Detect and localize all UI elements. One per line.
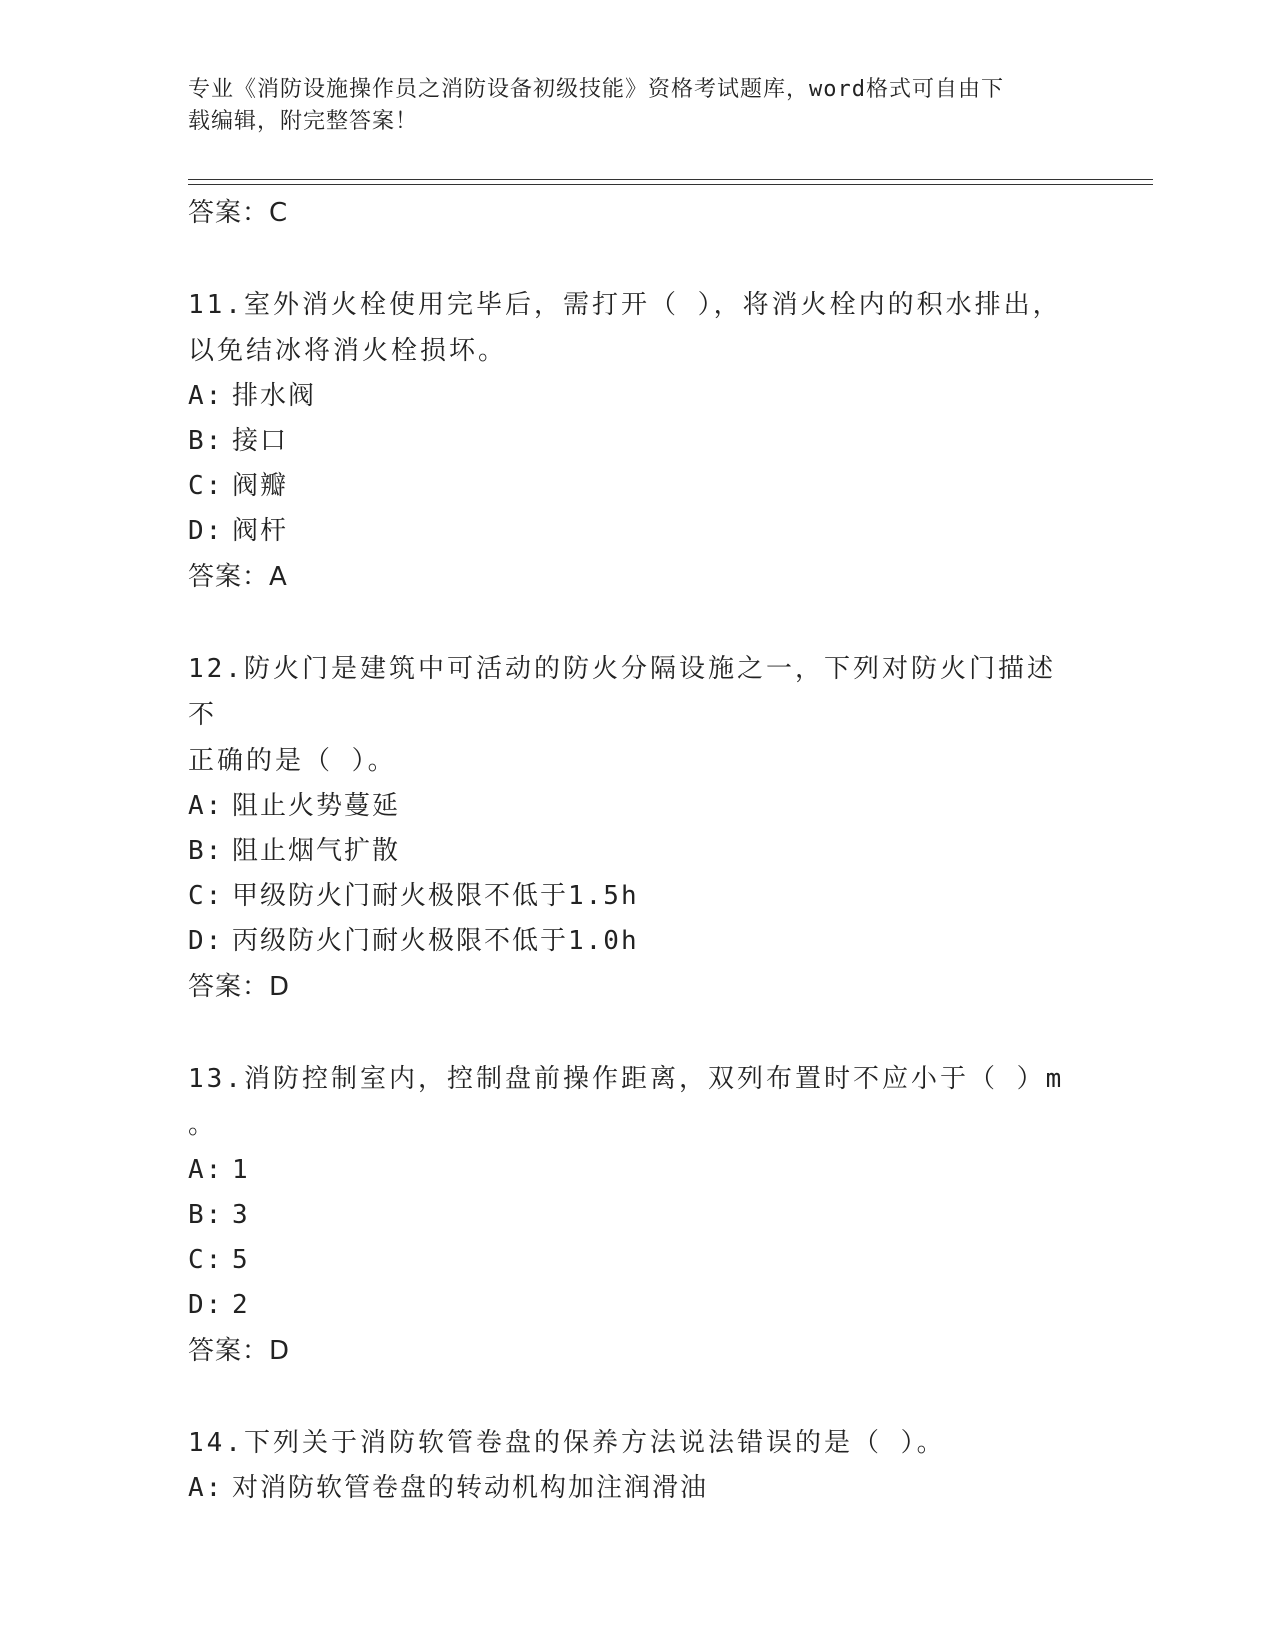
question-11 bbox=[188, 282, 1088, 600]
option-d bbox=[188, 509, 1088, 554]
question-text bbox=[188, 282, 1078, 374]
answer-line: 答案：D bbox=[188, 1336, 291, 1366]
option-key: A: bbox=[188, 791, 224, 821]
option-b bbox=[188, 1193, 1088, 1238]
question-text-line: 14.下列关于消防软管卷盘的保养方法说法错误的是（ ）。 bbox=[188, 1428, 946, 1458]
answer-line: 答案：A bbox=[188, 562, 288, 592]
header-divider-second bbox=[188, 184, 1153, 185]
option-a bbox=[188, 1466, 1088, 1511]
question-text-line: 12.防火门是建筑中可活动的防火分隔设施之一，下列对防火门描述不 bbox=[188, 654, 1056, 730]
option-key: A: bbox=[188, 1473, 224, 1503]
option-key: B: bbox=[188, 836, 224, 866]
option-text: 丙级防火门耐火极限不低于1.0h bbox=[232, 926, 639, 956]
option-c bbox=[188, 464, 1088, 509]
document-header bbox=[188, 74, 1068, 138]
question-text-line: 11.室外消火栓使用完毕后，需打开（ ），将消火栓内的积水排出， bbox=[188, 290, 1062, 320]
option-text: 阀杆 bbox=[232, 516, 289, 546]
question-text-line: 。 bbox=[188, 1110, 218, 1140]
option-key: D: bbox=[188, 1290, 224, 1320]
question-12 bbox=[188, 646, 1088, 1010]
option-key: C: bbox=[188, 1245, 224, 1275]
answer-line: 答案：C bbox=[188, 198, 289, 228]
option-text: 接口 bbox=[232, 426, 289, 456]
option-key: C: bbox=[188, 471, 224, 501]
option-a bbox=[188, 374, 1088, 419]
option-text: 3 bbox=[232, 1200, 250, 1230]
option-text: 5 bbox=[232, 1245, 250, 1275]
option-key: B: bbox=[188, 1200, 224, 1230]
option-key: A: bbox=[188, 1155, 224, 1185]
option-key: B: bbox=[188, 426, 224, 456]
option-text: 阻止烟气扩散 bbox=[232, 836, 401, 866]
question-content bbox=[188, 190, 1088, 1511]
answer-line: 答案：D bbox=[188, 972, 291, 1002]
option-text: 1 bbox=[232, 1155, 250, 1185]
question-text-line: 正确的是（ ）。 bbox=[188, 746, 397, 776]
option-a bbox=[188, 1148, 1088, 1193]
option-key: D: bbox=[188, 926, 224, 956]
option-text: 阻止火势蔓延 bbox=[232, 791, 401, 821]
header-line-1: 专业《消防设施操作员之消防设备初级技能》资格考试题库，word格式可自由下 bbox=[188, 77, 1004, 102]
option-a bbox=[188, 784, 1088, 829]
question-14 bbox=[188, 1420, 1088, 1511]
option-b bbox=[188, 829, 1088, 874]
option-d bbox=[188, 919, 1088, 964]
option-key: D: bbox=[188, 516, 224, 546]
option-text: 2 bbox=[232, 1290, 250, 1320]
option-key: A: bbox=[188, 381, 224, 411]
option-c bbox=[188, 1238, 1088, 1283]
question-text bbox=[188, 646, 1078, 784]
option-text: 阀瓣 bbox=[232, 471, 289, 501]
option-text: 对消防软管卷盘的转动机构加注润滑油 bbox=[232, 1473, 709, 1503]
option-c bbox=[188, 874, 1088, 919]
question-13 bbox=[188, 1056, 1088, 1374]
option-text: 甲级防火门耐火极限不低于1.5h bbox=[232, 881, 639, 911]
option-d bbox=[188, 1283, 1088, 1328]
option-b bbox=[188, 419, 1088, 464]
header-divider bbox=[188, 179, 1153, 180]
question-text-line: 以免结冰将消火栓损坏。 bbox=[188, 336, 508, 366]
question-text-line: 13.消防控制室内，控制盘前操作距离，双列布置时不应小于（ ）m bbox=[188, 1064, 1065, 1094]
option-key: C: bbox=[188, 881, 224, 911]
option-text: 排水阀 bbox=[232, 381, 317, 411]
question-text bbox=[188, 1056, 1078, 1148]
header-line-2: 载编辑，附完整答案！ bbox=[188, 109, 419, 134]
question-text bbox=[188, 1420, 1078, 1466]
